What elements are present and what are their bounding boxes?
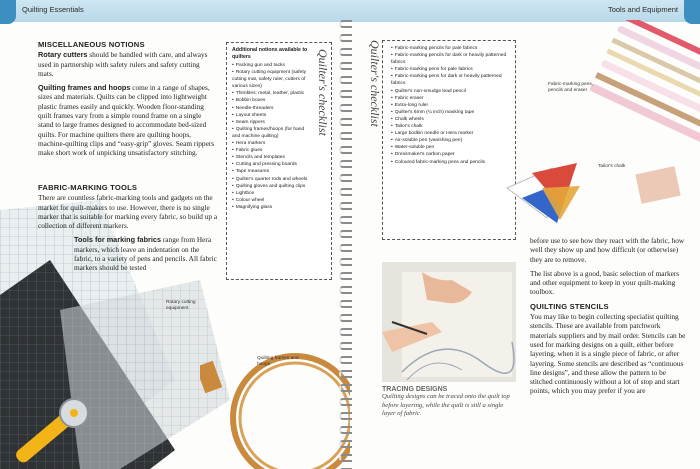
list-note-paragraph: The list above is a good, basic selection of markers and other equipment to keep in your quilt-making toolbox.	[530, 268, 680, 297]
left-running-head	[0, 0, 352, 22]
frames-paragraph: Quilting frames and hoops come in a range of shapes, sizes and materials. Quilts can be clipped into lightweight plastic frames easily and quickly. Wooden floor-standing quilt frames vary from a simple round frame on a single stand to large frames designed to accommodate bed-sized quilts. For machine quilters there are quilting hoops, machine-quilting clips and “easy-grip” gloves. Seam rippers make short work of unpicking unsatisfactory stitching.	[38, 83, 215, 158]
left-checklist-item: • Bobbin boxes	[232, 97, 308, 104]
right-checklist-item: • Fabric-marking pencils for pale fabrics	[391, 45, 509, 52]
chalk-caption: Tailor's chalk	[598, 164, 626, 169]
left-chapter-tab	[0, 0, 16, 24]
tailors-chalk-illustration	[502, 158, 582, 228]
quilting-hoop-illustration	[200, 318, 350, 469]
fabric-marking-section	[38, 183, 220, 278]
left-checklist-list	[232, 62, 308, 211]
left-checklist-item: • Packing gun and tacks	[232, 62, 308, 69]
left-body-text	[38, 40, 216, 163]
left-checklist-item: • Quilter's quarter rods and wheels	[232, 176, 308, 183]
left-checklist-item: • Rotary cutting equipment (safety cutting mat, safety ruler, cutters of various sizes)	[232, 69, 308, 90]
right-checklist-item: • Quilter's 6mm (¼ inch) masking tape	[391, 109, 509, 116]
tracing-designs-text: Quilting designs can be traced onto the quilt top before layering, while the quilt is still a single layer of fabric.	[382, 393, 510, 418]
left-checklist-item: • Stencils and templates	[232, 154, 308, 161]
fabric-marking-heading: FABRIC-MARKING TOOLS	[38, 183, 138, 192]
left-checklist-item: • Hera markers	[232, 140, 308, 147]
marking-tools-lead: Tools for marking fabrics	[74, 235, 162, 245]
marking-pens-illustration	[578, 20, 700, 210]
misc-notions-heading: MISCELLANEOUS NOTIONS	[38, 40, 145, 49]
left-checklist-title: Quilter's checklist	[316, 49, 330, 136]
left-checklist-item: • Lightbox	[232, 190, 308, 197]
right-checklist-item: • Coloured fabric-marking pens and pencils	[391, 159, 509, 166]
left-checklist-item: • Layout sheets	[232, 112, 308, 119]
tracing-caption-block	[382, 386, 516, 419]
right-checklist-item: • Extra-long ruler	[391, 102, 509, 109]
right-running-head	[352, 0, 700, 22]
right-checklist-item: • Chalk wheels	[391, 116, 509, 123]
right-page	[352, 0, 700, 469]
checklist-intro: Additional notions available to quilters	[232, 47, 308, 60]
rotary-cutters-lead: Rotary cutters	[38, 50, 88, 60]
right-body-text	[530, 236, 688, 401]
tracing-designs-photo	[382, 262, 516, 382]
continuation-paragraph: before use to see how they react with the fabric, how well they show up and how difficult (or otherwise) they are to remove.	[530, 236, 685, 264]
right-checklist-item: • Fabric-marking pencils for dark or heavily patterned fabrics	[391, 52, 509, 66]
right-checklist-item: • Fabric eraser	[391, 95, 509, 102]
left-checklist-item: • Seam rippers	[232, 119, 308, 126]
left-checklist-item: • Thimbles: metal, leather, plastic	[232, 90, 308, 97]
right-checklist-item: • Fabric-marking pens for dark or heavily patterned fabrics	[391, 73, 509, 87]
right-checklist-item: • Water-soluble pen	[391, 144, 509, 151]
left-checklist-item: • Needle-threaders	[232, 105, 308, 112]
right-checklist-item: • Quilter's non-smudge lead pencil	[391, 88, 509, 95]
right-checklist-title: Quilter's checklist	[368, 40, 382, 127]
right-checklist-item: • Dressmaker's carbon paper	[391, 151, 509, 158]
quilting-stencils-heading: QUILTING STENCILS	[530, 301, 609, 311]
fabric-marking-paragraph: There are countless fabric-marking tools and gadgets on the market for quilt-makers to use. However, there is no single marker that is suitable for marking every fabric, so build up a collection of different markers.	[38, 193, 218, 231]
right-checklist-item: • Fabric-marking pens for pale fabrics	[391, 66, 509, 73]
left-checklist-box	[226, 42, 332, 280]
misc-notions-paragraph: Rotary cutters should be handled with care, and always used in partnership with safety rulers and safety cutting mats.	[38, 50, 208, 78]
pens-caption: Fabric-marking pens, pencils and eraser	[548, 82, 594, 93]
right-checklist-item: • Air-soluble pen (vanishing pen)	[391, 137, 509, 144]
left-checklist-item: • Quilting gloves and quilting clips	[232, 183, 308, 190]
right-checklist-list	[391, 45, 509, 166]
left-checklist-item: • Magnifying glass	[232, 204, 308, 211]
right-running-head-title: Tools and Equipment	[607, 5, 678, 14]
right-checklist-box	[382, 40, 516, 240]
marking-tools-paragraph: Tools for marking fabrics range from Hera markers, which leave an indentation on the fabric, to a variety of pens and pencils. All fabric markers should be tested	[74, 235, 217, 273]
frames-lead: Quilting frames and hoops	[38, 83, 131, 93]
tracing-designs-title: TRACING DESIGNS	[382, 386, 448, 393]
left-checklist-item: • Tape measures	[232, 168, 308, 175]
rotary-caption: Rotary cutting equipment	[166, 300, 196, 311]
left-checklist-item: • Quilting frames/hoops (for hand and machine quilting)	[232, 126, 308, 140]
right-checklist-item: • Large bodkin needle or Hera marker	[391, 130, 509, 137]
left-checklist-item: • Fabric glues	[232, 147, 308, 154]
left-checklist-item: • Cutting and pressing boards	[232, 161, 308, 168]
frames-caption: Quilting frames and hoops	[257, 356, 299, 367]
eraser-icon	[635, 166, 680, 204]
left-checklist-item: • Colour wheel	[232, 197, 308, 204]
right-checklist-item: • Tailor's chalk	[391, 123, 509, 130]
quilting-stencils-paragraph: You may like to begin collecting specialist quilting stencils. These are available from patchwork materials suppliers and by mail order. Stencils can be used for marking designs on a quilt, either before layering, when it is a single piece of fabric, or after layering. Some stencils are described as “continuous line designs”, and these allow the pattern to be stitched continuously without a lot of stop and start points, which you may prefer if you are	[530, 312, 686, 396]
left-running-head-title: Quilting Essentials	[22, 5, 84, 14]
